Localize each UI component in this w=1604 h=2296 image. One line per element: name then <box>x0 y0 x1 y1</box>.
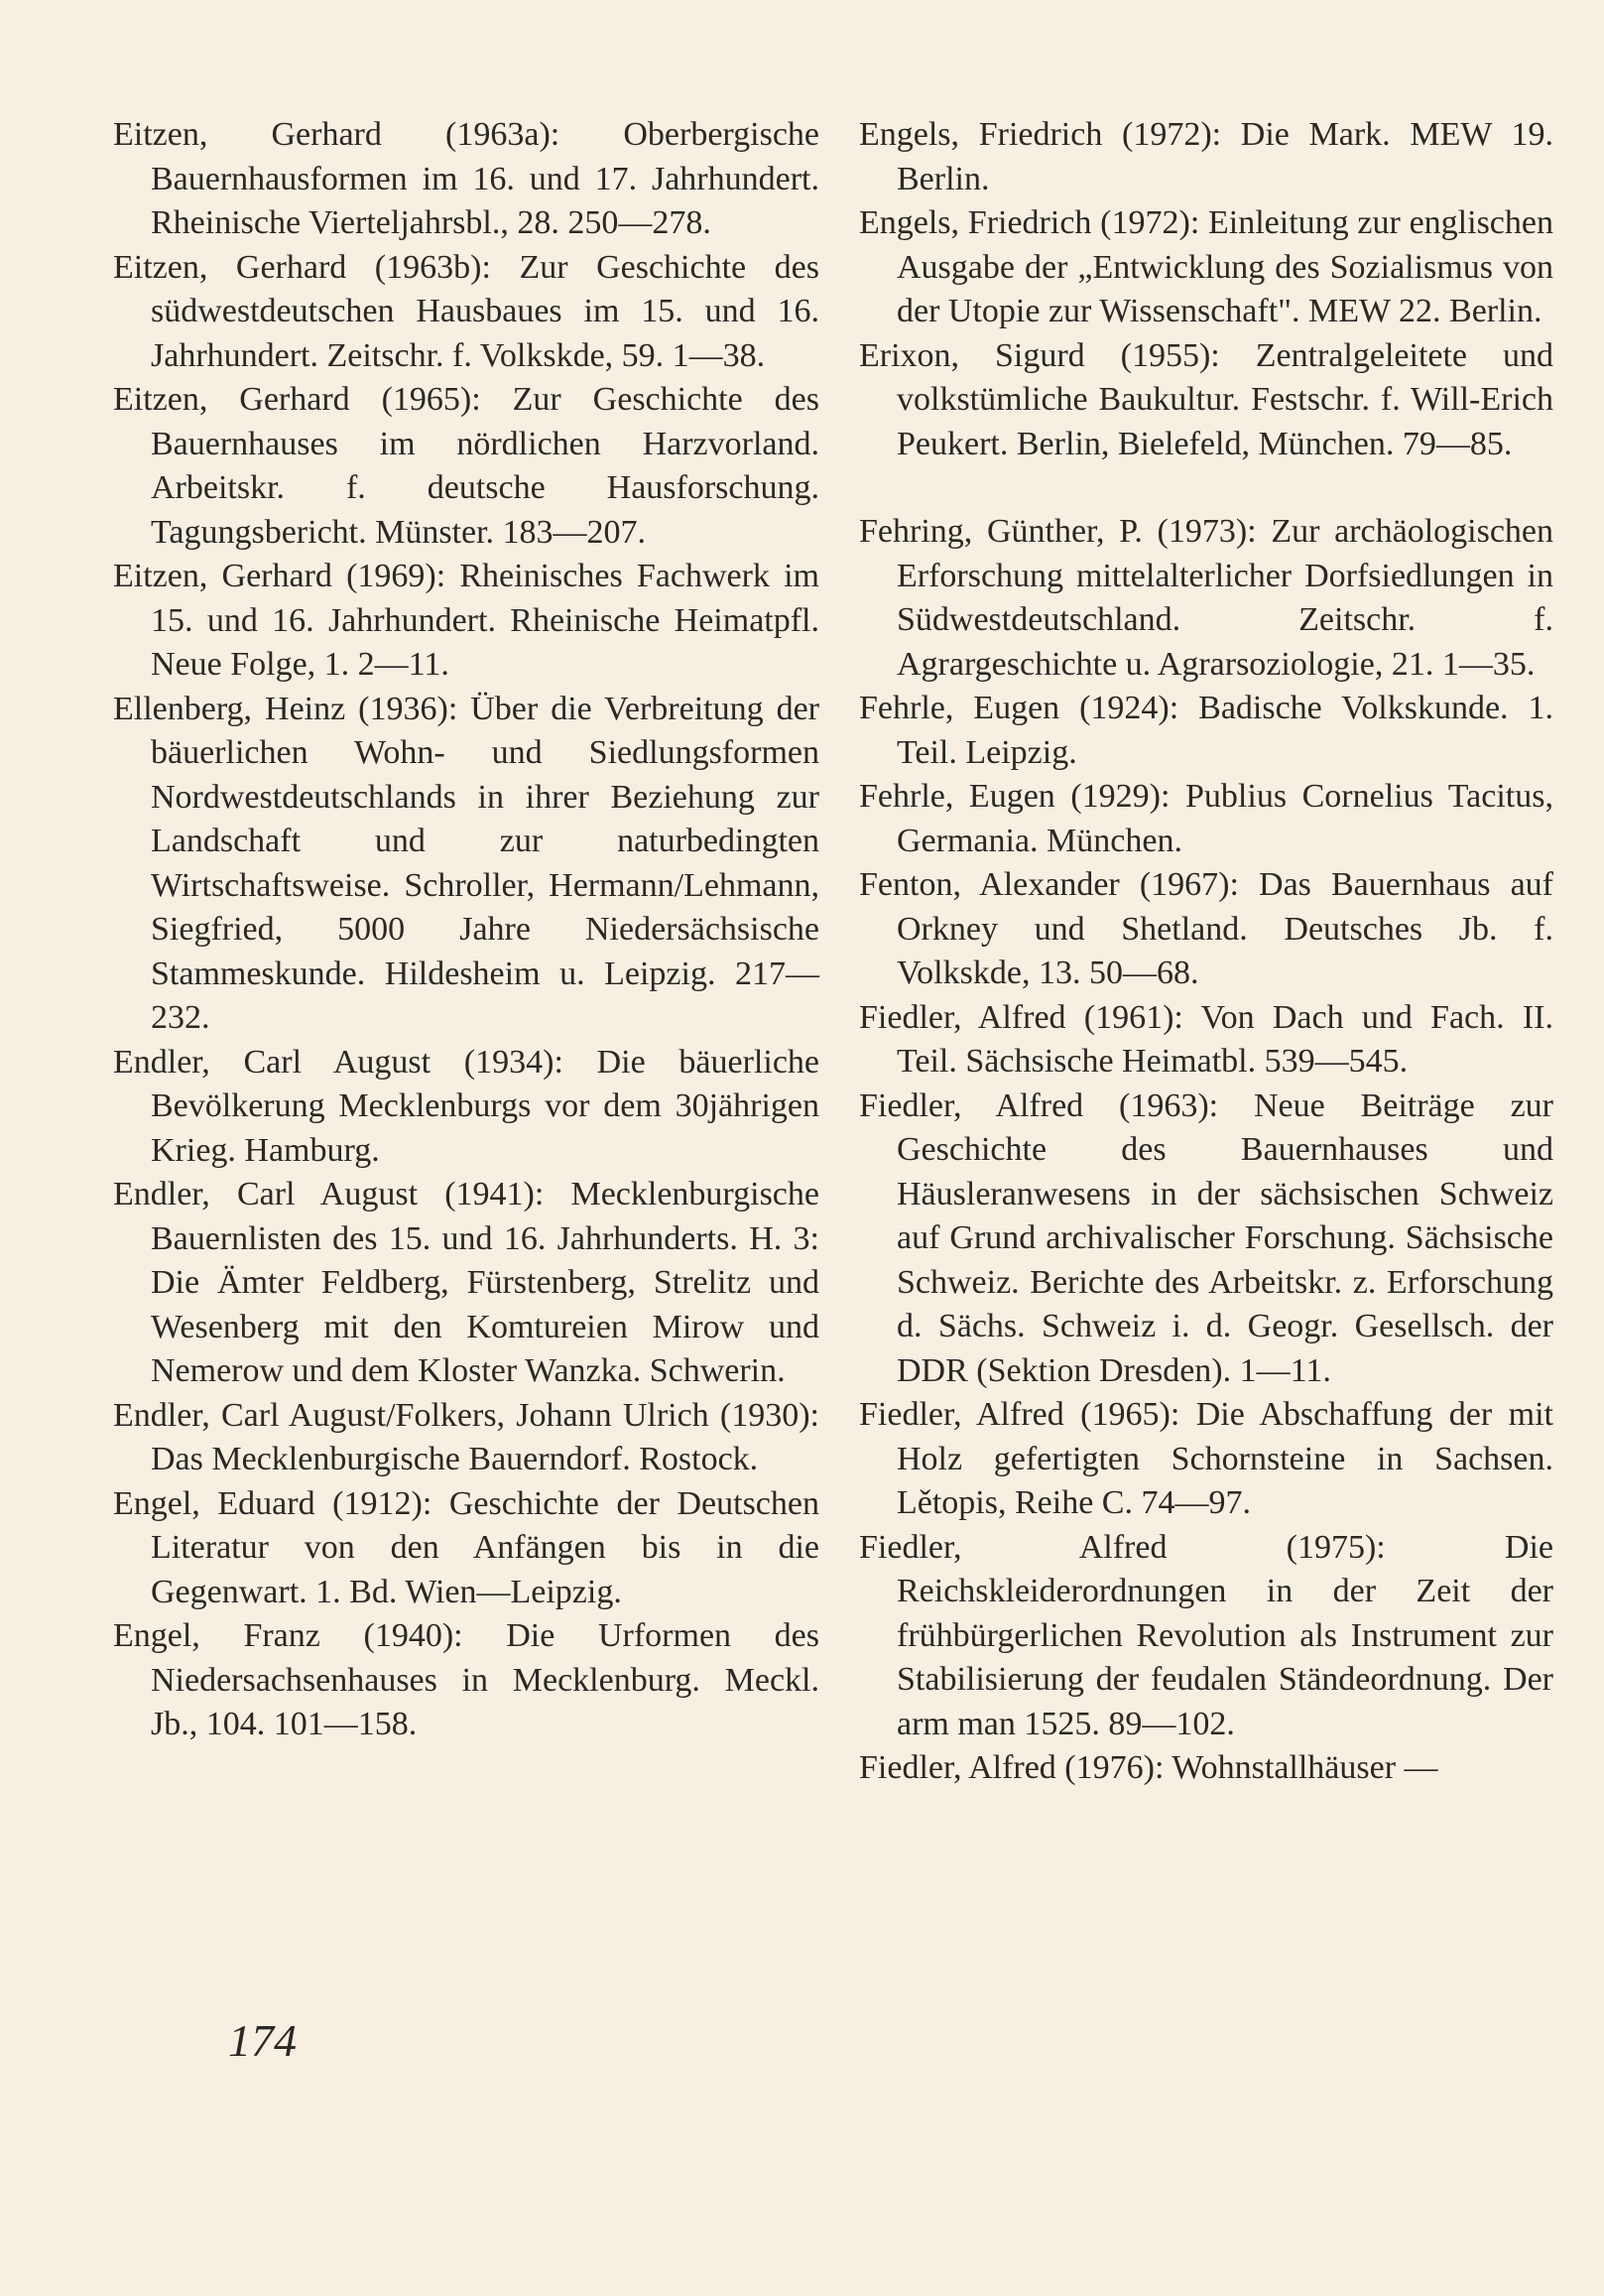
bibliography-entry: Fiedler, Alfred (1975): Die Reichskleiderordnungen in der Zeit der frühbürgerlichen Revolution als Instrument zur Stabilisierung der feudalen Ständeordnung. Der arm man 1525. 89—102. <box>859 1528 1553 1742</box>
bibliography-entry: Endler, Carl August (1934): Die bäuerliche Bevölkerung Mecklenburgs vor dem 30jährigen Krieg. Hamburg. <box>113 1043 819 1169</box>
bibliography-entry: Endler, Carl August (1941): Mecklenburgische Bauernlisten des 15. und 16. Jahrhunderts. H. 3: Die Ämter Feldberg, Fürstenberg, Strelitz und Wesenberg mit den Komtureien Mirow und Nemerow und dem Kloster Wanzka. Schwerin. <box>113 1176 819 1389</box>
bibliography-entry: Eitzen, Gerhard (1963b): Zur Geschichte des südwestdeutschen Hausbaues im 15. und 16. Jahrhundert. Zeitschr. f. Volkskde, 59. 1—38. <box>113 248 819 374</box>
bibliography-entry: Fenton, Alexander (1967): Das Bauernhaus auf Orkney und Shetland. Deutsches Jb. f. Volkskde, 13. 50—68. <box>859 866 1553 991</box>
bibliography-entry: Fehring, Günther, P. (1973): Zur archäologischen Erforschung mittelalterlicher Dorfsiedlungen in Südwestdeutschland. Zeitschr. f. Agrargeschichte u. Agrarsoziologie, 21. 1—35. <box>859 513 1553 683</box>
bibliography-entry: Fiedler, Alfred (1963): Neue Beiträge zur Geschichte des Bauernhauses und Häusleranwesens in der sächsischen Schweiz auf Grund archivalischer Forschung. Sächsische Schweiz. Berichte des Arbeitskr. z. Erforschung d. Sächs. Schweiz i. d. Geogr. Gesellsch. der DDR (Sektion Dresden). 1—11. <box>859 1086 1553 1389</box>
bibliography-entry: Fiedler, Alfred (1976): Wohnstallhäuser — <box>859 1749 1438 1786</box>
bibliography-column-right <box>859 113 1553 1791</box>
bibliography-entry: Eitzen, Gerhard (1969): Rheinisches Fachwerk im 15. und 16. Jahrhundert. Rheinische Heimatpfl. Neue Folge, 1. 2—11. <box>113 558 819 683</box>
bibliography-entry: Engels, Friedrich (1972): Die Mark. MEW 19. Berlin. <box>859 116 1553 197</box>
bibliography-entry: Fiedler, Alfred (1961): Von Dach und Fach. II. Teil. Sächsische Heimatbl. 539—545. <box>859 998 1553 1080</box>
bibliography-column-left <box>113 113 819 1747</box>
bibliography-entry: Erixon, Sigurd (1955): Zentralgeleitete und volkstümliche Baukultur. Festschr. f. Will-Erich Peukert. Berlin, Bielefeld, München. 79—85. <box>859 336 1553 462</box>
bibliography-entry: Fehrle, Eugen (1924): Badische Volkskunde. 1. Teil. Leipzig. <box>859 690 1553 771</box>
page-number: 174 <box>228 2015 297 2066</box>
bibliography-entry: Fiedler, Alfred (1965): Die Abschaffung der mit Holz gefertigten Schornsteine in Sachsen. Lětopis, Reihe C. 74—97. <box>859 1396 1553 1521</box>
bibliography-entry: Engels, Friedrich (1972): Einleitung zur englischen Ausgabe der „Entwicklung des Sozialismus von der Utopie zur Wissenschaft". MEW 22. Berlin. <box>859 204 1553 329</box>
bibliography-entry: Engel, Franz (1940): Die Urformen des Niedersachsenhauses in Mecklenburg. Meckl. Jb., 104. 101—158. <box>113 1617 819 1742</box>
bibliography-entry: Ellenberg, Heinz (1936): Über die Verbreitung der bäuerlichen Wohn- und Siedlungsformen Nordwestdeutschlands in ihrer Beziehung zur Landschaft und zur naturbedingten Wirtschaftsweise. Schroller, Hermann/Lehmann, Siegfried, 5000 Jahre Niedersächsische Stammeskunde. Hildesheim u. Leipzig. 217—232. <box>113 690 819 1036</box>
bibliography-entry: Engel, Eduard (1912): Geschichte der Deutschen Literatur von den Anfängen bis in die Gegenwart. 1. Bd. Wien—Leipzig. <box>113 1484 819 1610</box>
bibliography-entry: Fehrle, Eugen (1929): Publius Cornelius Tacitus, Germania. München. <box>859 778 1553 859</box>
bibliography-entry: Eitzen, Gerhard (1965): Zur Geschichte des Bauernhauses im nördlichen Harzvorland. Arbeitskr. f. deutsche Hausforschung. Tagungsbericht. Münster. 183—207. <box>113 381 819 551</box>
bibliography-entry: Eitzen, Gerhard (1963a): Oberbergische Bauernhausformen im 16. und 17. Jahrhundert. Rheinische Vierteljahrsbl., 28. 250—278. <box>113 116 819 241</box>
bibliography-entry: Endler, Carl August/Folkers, Johann Ulrich (1930): Das Mecklenburgische Bauerndorf. Rostock. <box>113 1396 819 1477</box>
